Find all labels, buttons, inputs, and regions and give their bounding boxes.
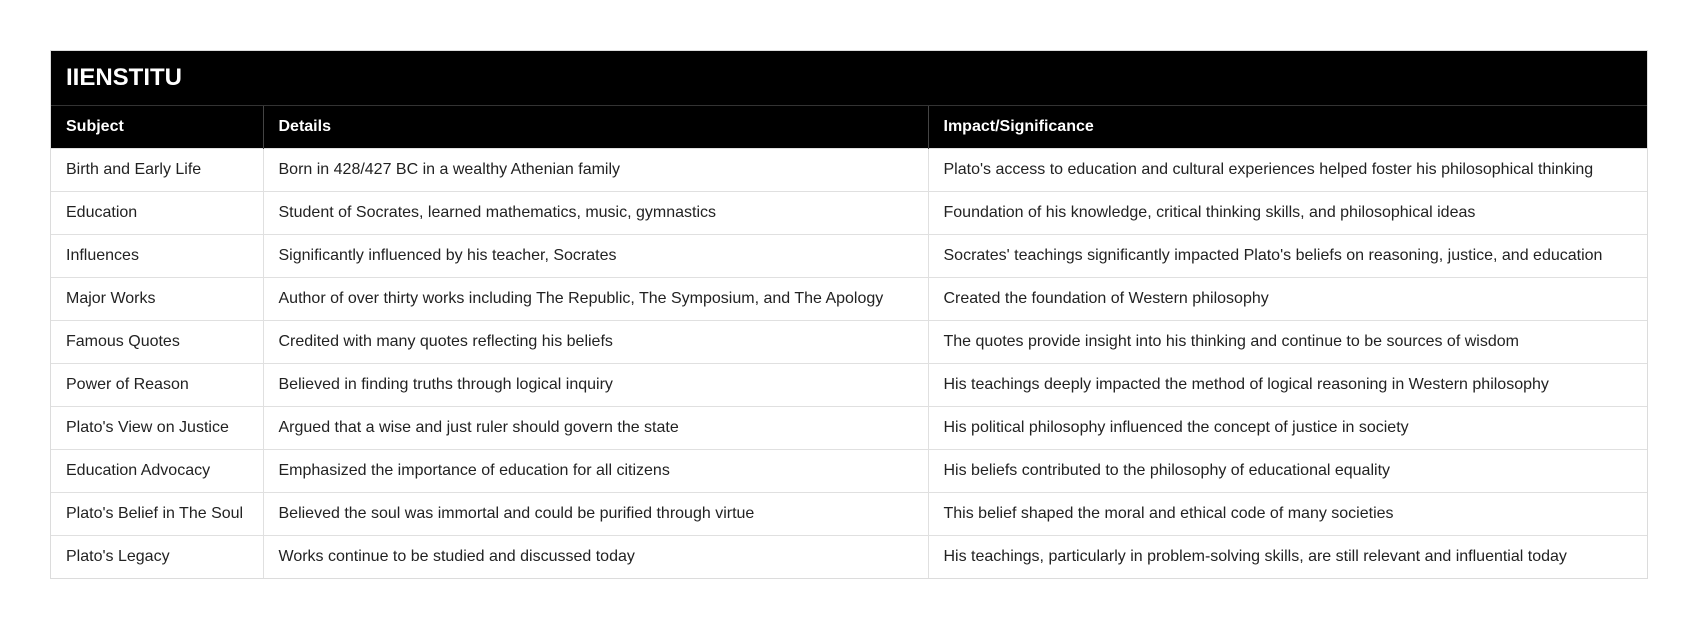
- cell-subject: Plato's Belief in The Soul: [51, 493, 263, 536]
- table-row: [51, 321, 1647, 364]
- header-subject: Subject: [51, 106, 263, 149]
- header-details: Details: [263, 106, 928, 149]
- cell-impact: His political philosophy influenced the concept of justice in society: [928, 407, 1647, 450]
- table-row: [51, 450, 1647, 493]
- cell-details: Emphasized the importance of education for all citizens: [263, 450, 928, 493]
- table-row: [51, 493, 1647, 536]
- cell-impact: This belief shaped the moral and ethical code of many societies: [928, 493, 1647, 536]
- table-header: [51, 106, 1647, 149]
- table-row: [51, 407, 1647, 450]
- cell-subject: Influences: [51, 235, 263, 278]
- cell-impact: His teachings, particularly in problem-solving skills, are still relevant and influential today: [928, 536, 1647, 579]
- cell-subject: Education Advocacy: [51, 450, 263, 493]
- cell-details: Works continue to be studied and discussed today: [263, 536, 928, 579]
- cell-subject: Plato's Legacy: [51, 536, 263, 579]
- table-title: IIENSTITU: [51, 51, 1647, 106]
- cell-subject: Famous Quotes: [51, 321, 263, 364]
- cell-details: Believed the soul was immortal and could be purified through virtue: [263, 493, 928, 536]
- cell-details: Credited with many quotes reflecting his beliefs: [263, 321, 928, 364]
- table-row: [51, 149, 1647, 192]
- table-row: [51, 235, 1647, 278]
- header-row: [51, 106, 1647, 149]
- table-row: [51, 364, 1647, 407]
- cell-subject: Power of Reason: [51, 364, 263, 407]
- cell-subject: Birth and Early Life: [51, 149, 263, 192]
- cell-details: Student of Socrates, learned mathematics, music, gymnastics: [263, 192, 928, 235]
- cell-subject: Plato's View on Justice: [51, 407, 263, 450]
- cell-impact: Plato's access to education and cultural experiences helped foster his philosophical thinking: [928, 149, 1647, 192]
- cell-details: Believed in finding truths through logical inquiry: [263, 364, 928, 407]
- table-row: [51, 192, 1647, 235]
- table-row: [51, 536, 1647, 579]
- table-grid: [51, 106, 1647, 578]
- cell-impact: His teachings deeply impacted the method of logical reasoning in Western philosophy: [928, 364, 1647, 407]
- cell-details: Born in 428/427 BC in a wealthy Athenian family: [263, 149, 928, 192]
- cell-details: Argued that a wise and just ruler should govern the state: [263, 407, 928, 450]
- cell-impact: The quotes provide insight into his thinking and continue to be sources of wisdom: [928, 321, 1647, 364]
- cell-subject: Education: [51, 192, 263, 235]
- cell-impact: His beliefs contributed to the philosophy of educational equality: [928, 450, 1647, 493]
- cell-impact: Socrates' teachings significantly impacted Plato's beliefs on reasoning, justice, and education: [928, 235, 1647, 278]
- table-body: [51, 149, 1647, 579]
- cell-details: Author of over thirty works including The Republic, The Symposium, and The Apology: [263, 278, 928, 321]
- table-row: [51, 278, 1647, 321]
- cell-impact: Created the foundation of Western philosophy: [928, 278, 1647, 321]
- cell-details: Significantly influenced by his teacher, Socrates: [263, 235, 928, 278]
- header-impact: Impact/Significance: [928, 106, 1647, 149]
- cell-subject: Major Works: [51, 278, 263, 321]
- data-table: [50, 50, 1648, 579]
- cell-impact: Foundation of his knowledge, critical thinking skills, and philosophical ideas: [928, 192, 1647, 235]
